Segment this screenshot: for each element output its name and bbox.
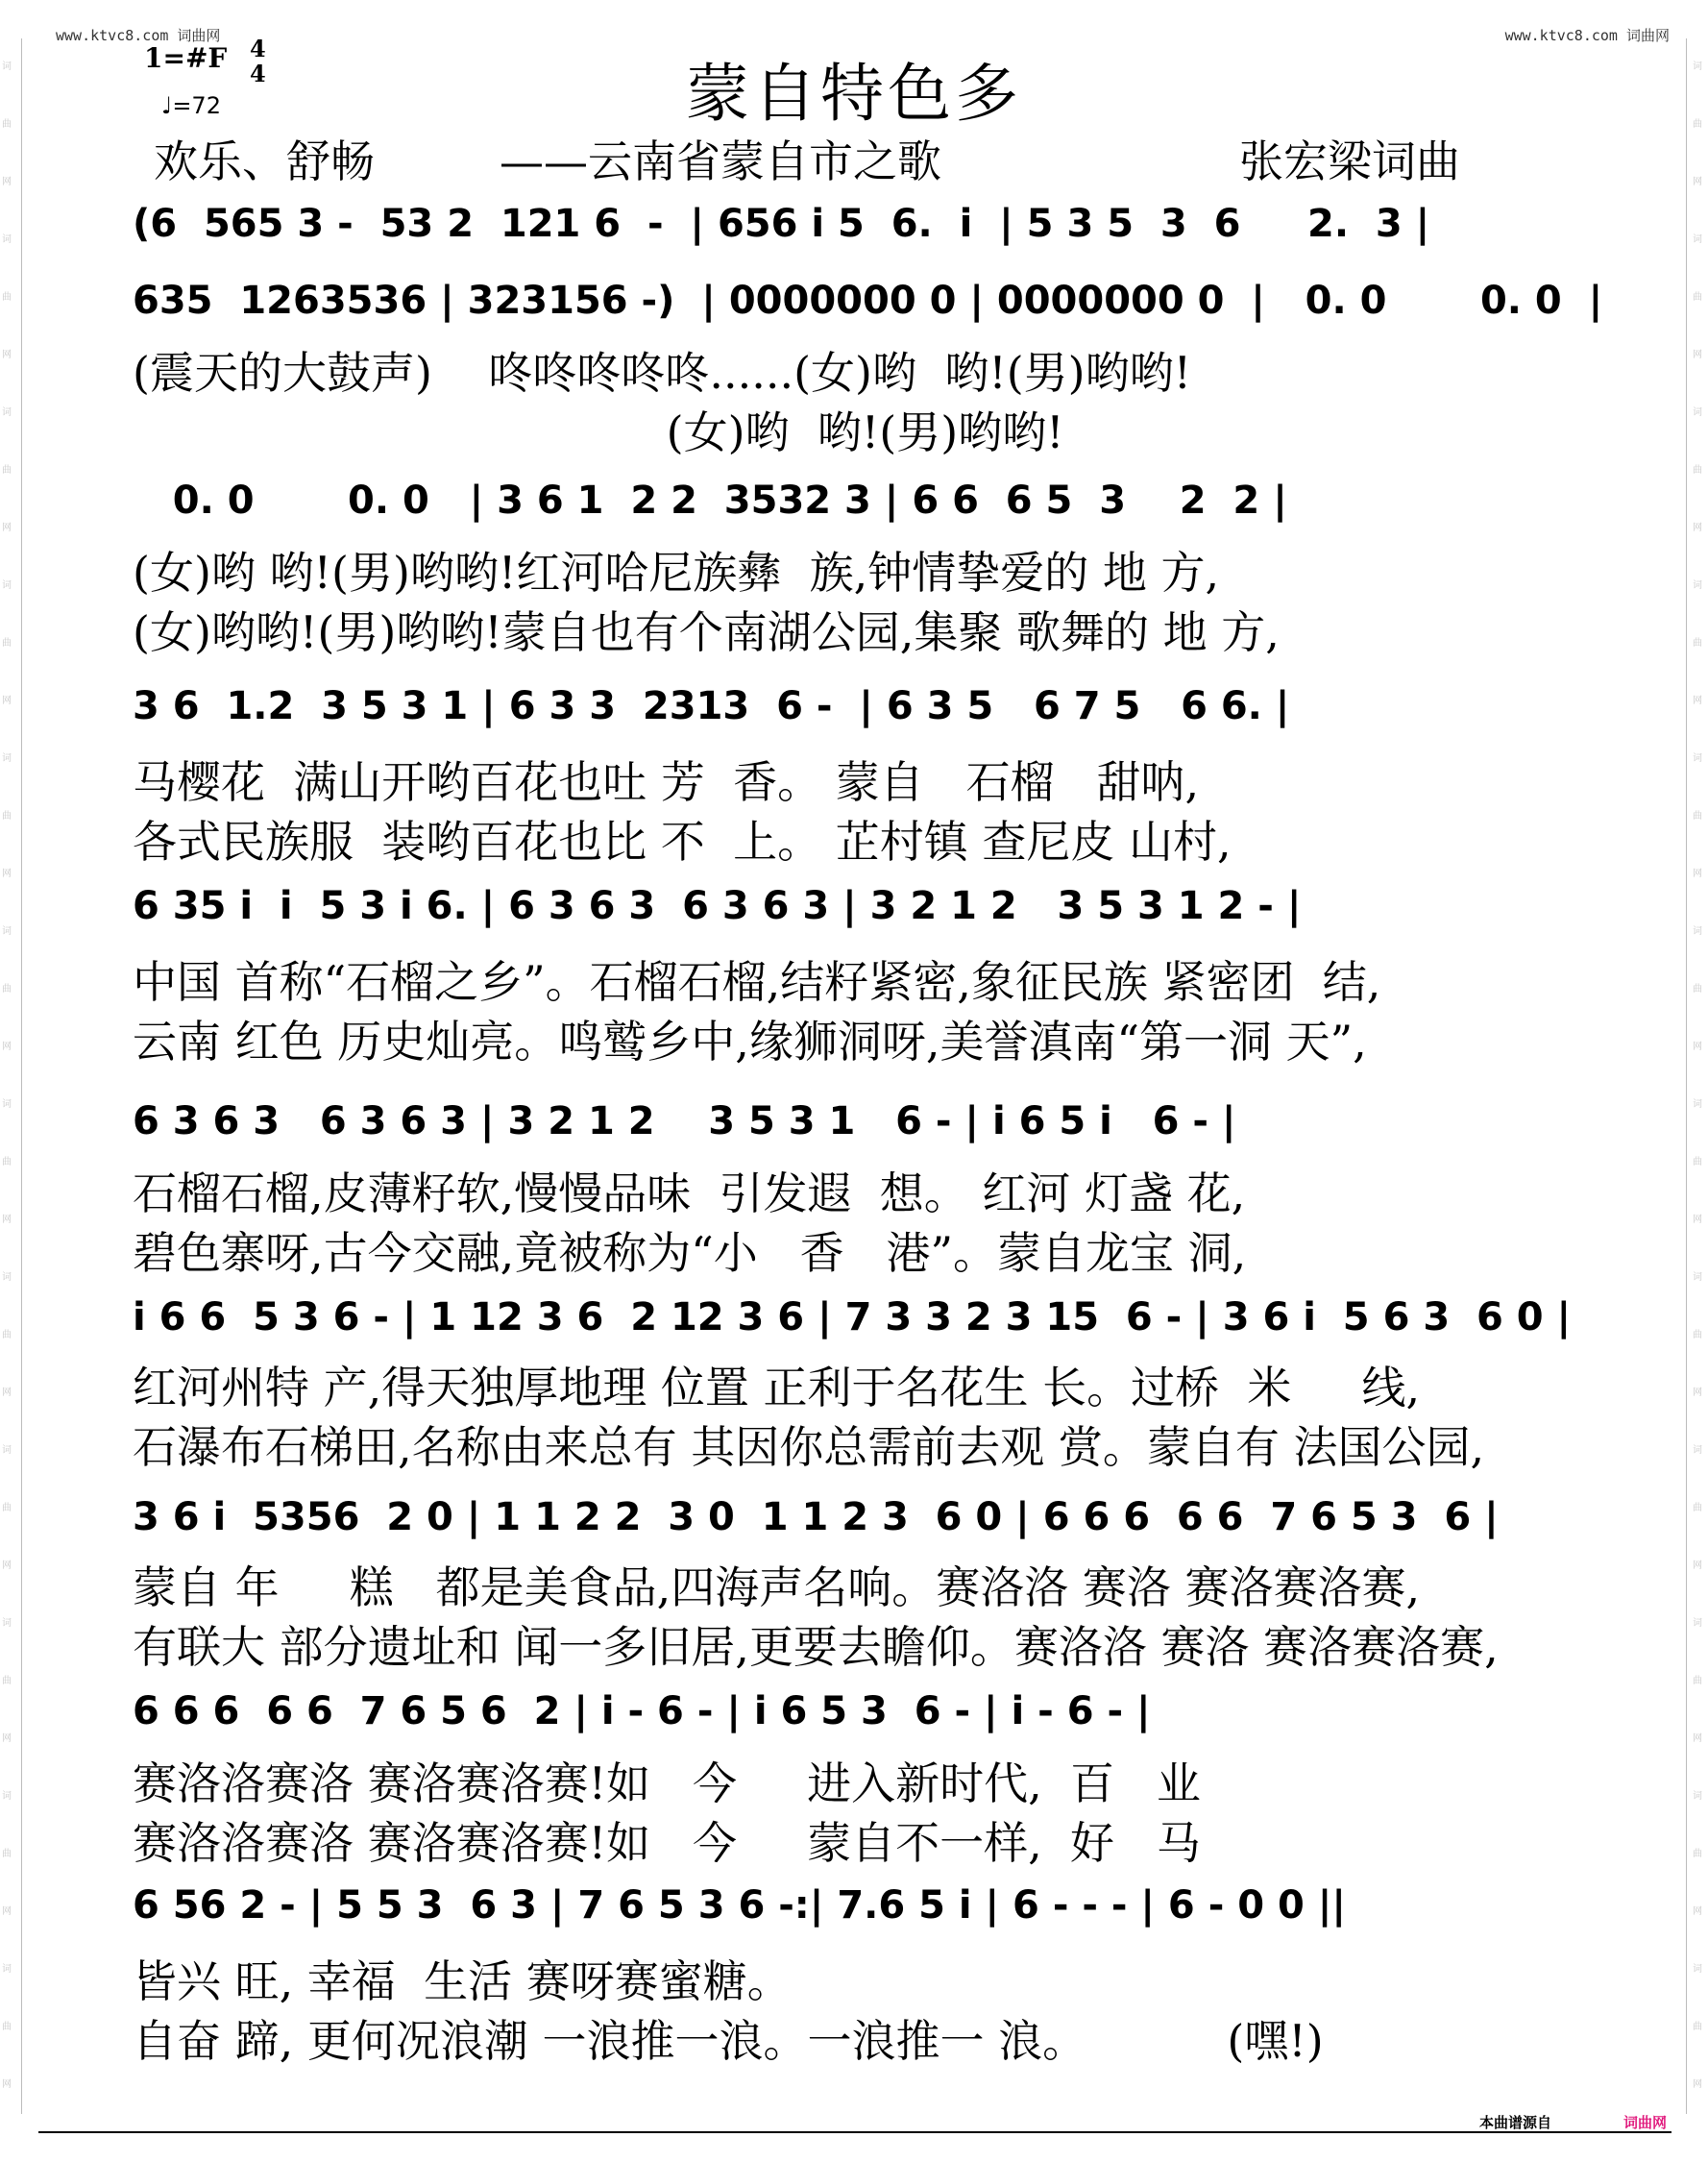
lyric-line: (女)哟 哟!(男)哟哟!红河哈尼族彝 族,钟情挚爱的 地 方, (133, 547, 1220, 599)
lyric-line: (震天的大鼓声) 咚咚咚咚咚......(女)哟 哟!(男)哟哟! (133, 347, 1192, 399)
watermark-left: www.ktvc8.com 词曲网 (56, 27, 221, 44)
watermark-right: www.ktvc8.com 词曲网 (1504, 27, 1670, 44)
lyric-line: 云南 红色 历史灿亮。鸣鹫乡中,缘狮洞呀,美誉滇南“第一洞 天”, (133, 1016, 1367, 1068)
lyric-line: 蒙自 年 糕 都是美食品,四海声名响。赛洛洛 赛洛 赛洛赛洛赛, (133, 1561, 1421, 1613)
lyric-line: 石瀑布石梯田,名称由来总有 其因你总需前去观 赏。蒙自有 法国公园, (133, 1421, 1485, 1473)
lyric-line: 中国 首称“石榴之乡”。石榴石榴,结籽紧密,象征民族 紧密团 结, (133, 956, 1381, 1008)
right-border (1686, 38, 1687, 2114)
lyric-line: 各式民族服 装哟百花也比 不 上。 芷村镇 查尼皮 山村, (133, 816, 1232, 868)
author-credit: 张宏梁词曲 (1239, 135, 1460, 187)
lyric-line: 有联大 部分遗址和 闻一多旧居,更要去瞻仰。赛洛洛 赛洛 赛洛赛洛赛, (133, 1621, 1499, 1673)
lyric-line: (女)哟哟!(男)哟哟!蒙自也有个南湖公园,集聚 歌舞的 地 方, (133, 606, 1280, 658)
notation-line: i 6 6 5 3 6 - | 1 12 3 6 2 12 3 6 | 7 3 3 2 3 15 6 - | 3 6 i 5 6 3 6 0 | (133, 1295, 1572, 1339)
lyric-line: 碧色寨呀,古今交融,竟被称为“小 香 港”。蒙自龙宝 洞, (133, 1227, 1247, 1279)
notation-line: 6 35 i i 5 3 i 6. | 6 3 6 3 6 3 6 3 | 3 2 1 2 3 5 3 1 2 - | (133, 884, 1302, 928)
lyric-line: (女)哟 哟!(男)哟哟! (133, 406, 1064, 458)
footer-brand: 词曲网 (1623, 2114, 1668, 2131)
notation-line: 6 3 6 3 6 3 6 3 | 3 2 1 2 3 5 3 1 6 - | i 6 5 i 6 - | (133, 1099, 1236, 1143)
footer-source: 本曲谱源自 (1479, 2114, 1552, 2131)
notation-line: 635 1263536 | 323156 -) | 0000000 0 | 0000000 0 | 0. 0 0. 0 | (133, 279, 1603, 323)
lyric-line: 自奋 蹄, 更何况浪潮 一浪推一浪。一浪推一 浪。 (嘿!) (133, 2015, 1324, 2067)
side-watermark-left: 词曲网词曲网词曲网词曲网词曲网词曲网词曲网词曲网词曲网词曲网词曲网词曲网 (2, 61, 12, 2090)
meter-bottom: 4 (250, 60, 266, 87)
key-label: 1=#F (144, 42, 228, 74)
lyric-line: 红河州特 产,得天独厚地理 位置 正利于名花生 长。过桥 米 线, (133, 1362, 1421, 1413)
left-border (21, 38, 22, 2114)
notation-line: 6 6 6 6 6 7 6 5 6 2 | i - 6 - | i 6 5 3 6 - | i - 6 - | (133, 1689, 1151, 1733)
lyric-line: 赛洛洛赛洛 赛洛赛洛赛!如 今 进入新时代, 百 业 (133, 1757, 1201, 1809)
notation-line: 3 6 i 5356 2 0 | 1 1 2 2 3 0 1 1 2 3 6 0 | 6 6 6 6 6 7 6 5 3 6 | (133, 1495, 1499, 1539)
side-watermark-right: 词曲网词曲网词曲网词曲网词曲网词曲网词曲网词曲网词曲网词曲网词曲网词曲网 (1693, 61, 1702, 2090)
footer-rule (38, 2131, 1671, 2133)
notation-line: (6 565 3 - 53 2 121 6 - | 656 i 5 6. i | 5 3 5 3 6 2. 3 | (133, 202, 1430, 246)
notation-line: 6 56 2 - | 5 5 3 6 3 | 7 6 5 3 6 -:| 7.6 5 i | 6 - - - | 6 - 0 0 || (133, 1883, 1346, 1928)
lyric-line: 石榴石榴,皮薄籽软,慢慢品味 引发遐 想。 红河 灯盏 花, (133, 1167, 1246, 1219)
song-title: 蒙自特色多 (686, 57, 1022, 131)
mood-marking: 欢乐、舒畅 (154, 135, 375, 187)
song-subtitle: ——云南省蒙自市之歌 (500, 135, 941, 187)
lyric-line: 马樱花 满山开哟百花也吐 芳 香。 蒙自 石榴 甜呐, (133, 756, 1200, 808)
tempo-marking: ♩=72 (161, 92, 221, 119)
lyric-line: 赛洛洛赛洛 赛洛赛洛赛!如 今 蒙自不一样, 好 马 (133, 1817, 1201, 1869)
notation-line: 0. 0 0. 0 | 3 6 1 2 2 3532 3 | 6 6 6 5 3 2 2 | (133, 479, 1287, 523)
meter-top: 4 (250, 35, 266, 62)
lyric-line: 皆兴 旺, 幸福 生活 赛呀赛蜜糖。 (133, 1955, 792, 2007)
notation-line: 3 6 1.2 3 5 3 1 | 6 3 3 2313 6 - | 6 3 5 6 7 5 6 6. | (133, 684, 1290, 728)
